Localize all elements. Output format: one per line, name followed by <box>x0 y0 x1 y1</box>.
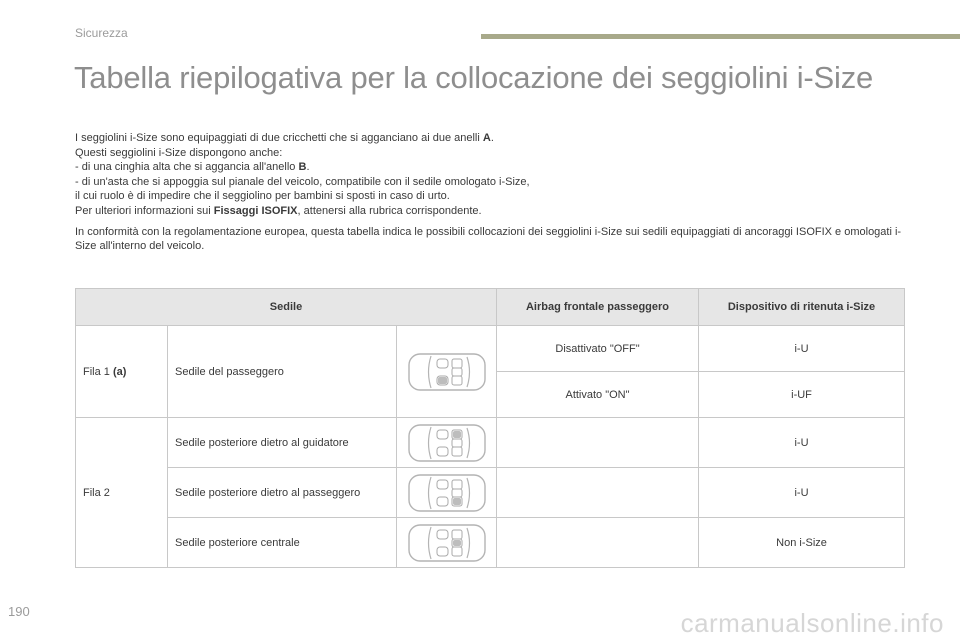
intro-line-2: Questi seggiolini i-Size dispongono anche: <box>75 146 283 159</box>
intro-line-4: - di un'asta che si appoggia sul pianale del veicolo, compatibile con il sedile omologato i-Size, <box>75 175 530 188</box>
car-seat-rear-right-icon-graphic <box>407 472 487 514</box>
row-group-fila-1-note: (a) <box>112 365 127 378</box>
airbag-status <box>497 518 699 568</box>
isize-device: i-UF <box>699 372 905 418</box>
table-header-row <box>76 289 905 326</box>
header-device: Dispositivo di ritenuta i-Size <box>699 289 905 326</box>
anchor-ring-a-label: A <box>482 132 491 144</box>
car-seat-rear-center-icon <box>397 518 497 568</box>
page-title <box>74 62 873 93</box>
table-row <box>76 468 905 518</box>
car-seat-rear-right-icon <box>397 468 497 518</box>
isize-device: Non i-Size <box>699 518 905 568</box>
table-row <box>76 418 905 468</box>
intro-line-3 <box>75 160 915 175</box>
watermark: carmanualsonline.info <box>680 608 944 638</box>
table-row <box>76 326 905 372</box>
isofix-reference: Fissaggi ISOFIX <box>213 204 298 217</box>
intro-line-3-text: - di una cinghia alta che si aggancia all'anello <box>75 161 299 174</box>
intro-paragraph-2: In conformità con la regolamentazione europea, questa tabella indica le possibili collocazioni dei seggiolini i-Size sui sedili equipaggiati di ancoraggi ISOFIX e omologati i-Size all'interno del veicolo. <box>75 225 902 253</box>
isize-device: i-U <box>699 326 905 372</box>
table-row <box>76 518 905 568</box>
row-group-fila-1-text: Fila 1 <box>83 365 113 378</box>
intro-line-1 <box>75 131 915 146</box>
seat-name: Sedile posteriore centrale <box>168 518 397 568</box>
intro-line-1-end: . <box>490 132 494 144</box>
car-seat-front-passenger-icon <box>397 326 497 418</box>
seat-name: Sedile del passeggero <box>168 326 397 418</box>
row-group-fila-1 <box>76 326 168 418</box>
intro-text <box>75 131 915 254</box>
anchor-ring-b-label: B <box>298 161 307 174</box>
seat-name: Sedile posteriore dietro al passeggero <box>168 468 397 518</box>
seat-summary-table <box>75 288 905 568</box>
intro-line-6-text: Per ulteriori informazioni sui <box>75 204 214 217</box>
car-seat-rear-left-icon <box>397 418 497 468</box>
section-label: Sicurezza <box>75 26 128 40</box>
airbag-status <box>497 468 699 518</box>
page-number: 190 <box>8 604 30 619</box>
header-seat: Sedile <box>76 289 497 326</box>
seat-name: Sedile posteriore dietro al guidatore <box>168 418 397 468</box>
airbag-status <box>497 418 699 468</box>
intro-line-6-end: , attenersi alla rubrica corrispondente. <box>297 204 482 217</box>
intro-line-1-text: I seggiolini i-Size sono equipaggiati di due cricchetti che si agganciano ai due anelli <box>75 132 483 144</box>
intro-line-6 <box>75 204 915 219</box>
intro-line-5: il cui ruolo è di impedire che il seggiolino per bambini si sposti in caso di urto. <box>75 190 450 203</box>
car-seat-front-passenger-icon-graphic <box>407 351 487 393</box>
airbag-status: Attivato "ON" <box>497 372 699 418</box>
row-group-fila-2: Fila 2 <box>76 418 168 568</box>
intro-line-3-end: . <box>306 161 310 174</box>
car-seat-rear-left-icon-graphic <box>407 422 487 464</box>
header-airbag: Airbag frontale passeggero <box>497 289 699 326</box>
airbag-status: Disattivato "OFF" <box>497 326 699 372</box>
isize-device: i-U <box>699 418 905 468</box>
car-seat-rear-center-icon-graphic <box>407 522 487 564</box>
header-bar <box>481 34 960 39</box>
page-title-text: Tabella riepilogativa per la collocazione dei seggiolini i-Size <box>74 60 874 95</box>
isize-device: i-U <box>699 468 905 518</box>
